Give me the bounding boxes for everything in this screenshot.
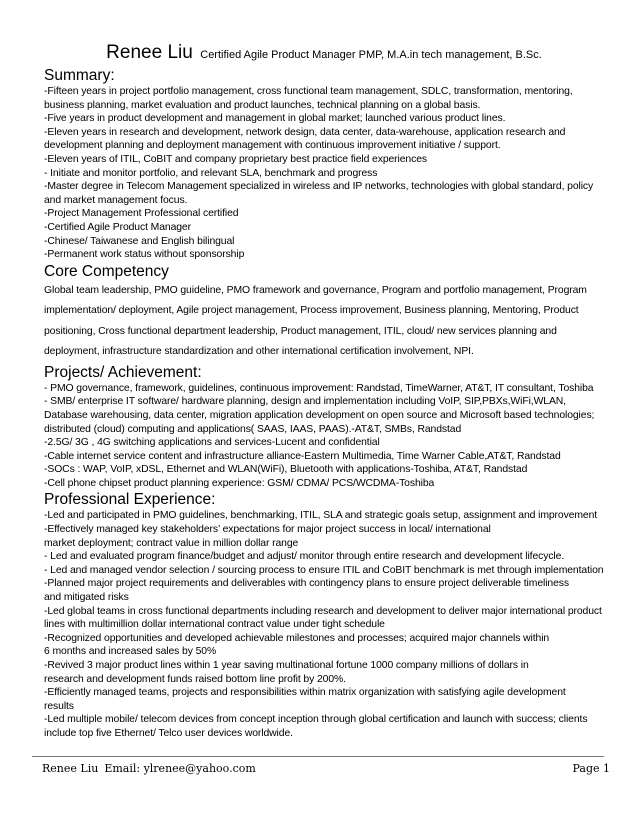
professional-line: research and development funds raised bottom line profit by 200%. (44, 673, 346, 685)
footer-page-number: Page 1 (572, 762, 610, 775)
professional-line: -Recognized opportunities and developed achievable milestones and processes; acquired major channels within (44, 632, 550, 644)
section-title-summary: Summary: (44, 67, 115, 84)
projects-section (44, 363, 604, 491)
core-line: positioning, Cross functional department leadership, Product management, ITIL, cloud/ new services planning and (44, 325, 557, 337)
projects-line: distributed (cloud) computing and applications( SAAS, IAAS, PAAS).-AT&T, SMBs, Randstad (44, 423, 462, 435)
projects-line: - PMO governance, framework, guidelines, continuous improvement: Randstad, TimeWarner, AT&T, IT consultant, Toshiba (44, 382, 594, 394)
summary-line: -Fifteen years in project portfolio management, cross functional team management, SDLC, transformation, mentoring, (44, 86, 573, 97)
section-title-core-competency: Core Competency (44, 262, 169, 280)
professional-line: -Effectively managed key stakeholders’ expectations for major project success in local/ international (44, 524, 491, 536)
projects-line: - SMB/ enterprise IT software/ hardware planning, design and implementation including VoIP, SIP,PBXs,WiFi,WLAN, (44, 396, 566, 408)
summary-lines (44, 85, 604, 262)
summary-line: -Certified Agile Product Manager (44, 221, 191, 233)
professional-line: include top five Ethernet/ Telco user devices worldwide. (44, 727, 293, 739)
summary-line: -Eleven years of ITIL, CoBIT and company proprietary best practice field experiences (44, 153, 427, 165)
projects-line: -2.5G/ 3G , 4G switching applications and services-Lucent and confidential (44, 437, 380, 449)
professional-line: -Planned major project requirements and deliverables with contingency plans to ensure project deliverable timeliness (44, 578, 569, 590)
professional-experience-lines (44, 509, 604, 740)
summary-line: -Eleven years in research and development, network design, data center, data-warehouse, application research and (44, 126, 566, 138)
professional-line: 6 months and increased sales by 50% (44, 646, 217, 658)
professional-line: -Efficiently managed teams, projects and responsibilities within matrix organization with satisfying agile development (44, 687, 566, 699)
candidate-credentials: Certified Agile Product Manager PMP, M.A.in tech management, B.Sc. (200, 49, 542, 61)
professional-line: -Led multiple mobile/ telecom devices from concept inception through global certification and launch with success; clients (44, 714, 588, 726)
core-line: Global team leadership, PMO guideline, PMO framework and governance, Program and portfolio management, Program (44, 284, 587, 296)
professional-experience-section (44, 490, 604, 740)
summary-line: -Permanent work status without sponsorship (44, 249, 245, 261)
summary-line: business planning, market evaluation and product launches, technical planning on a global basis. (44, 99, 481, 111)
footer-divider (32, 756, 604, 757)
projects-line: -Cell phone chipset product planning experience: GSM/ CDMA/ PCS/WCDMA-Toshiba (44, 477, 435, 489)
candidate-name: Renee Liu (106, 42, 193, 63)
summary-line: -Five years in product development and management in global market; launched various product lines. (44, 113, 506, 125)
core-line: implementation/ deployment, Agile project management, Process improvement, Business planning, Mentoring, Product (44, 305, 579, 317)
summary-line: -Chinese/ Taiwanese and English bilingual (44, 235, 235, 247)
resume-header (44, 42, 604, 64)
projects-line: -SOCs : WAP, VoIP, xDSL, Ethernet and WLAN(WiFi), Bluetooth with applications-Toshiba, AT&T, Randstad (44, 464, 528, 476)
core-line: deployment, infrastructure standardization and other international certification involvement, NPI. (44, 346, 474, 358)
professional-line: results (44, 700, 74, 712)
projects-lines (44, 382, 604, 491)
footer-email: Email: ylrenee@yahoo.com (104, 762, 256, 775)
professional-line: and mitigated risks (44, 592, 129, 604)
summary-line: -Project Management Professional certified (44, 208, 239, 220)
summary-line: - Initiate and monitor portfolio, and relevant SLA, benchmark and progress (44, 167, 378, 179)
professional-line: - Led and managed vendor selection / sourcing process to ensure ITIL and CoBIT benchmark is met through implementation (44, 564, 604, 576)
footer-name: Renee Liu (42, 762, 99, 775)
summary-line: development planning and deployment management with continuous improvement initiative / support. (44, 140, 501, 152)
summary-section (44, 66, 604, 262)
summary-line: -Master degree in Telecom Management specialized in wireless and IP networks, technologies with global standard, policy (44, 181, 594, 193)
core-competency-section (44, 262, 604, 363)
professional-line: -Led and participated in PMO guidelines, benchmarking, ITIL, SLA and strategic goals setup, assignment and improvement (44, 510, 598, 522)
professional-line: -Revived 3 major product lines within 1 year saving multinational fortune 1000 company millions of dollars in (44, 660, 529, 671)
resume-body (44, 66, 604, 741)
footer-contact (42, 762, 256, 775)
summary-line: and market management focus. (44, 194, 188, 206)
core-competency-lines (44, 281, 604, 363)
projects-line: Database warehousing, data center, migration application development on open source and Microsoft based technologies; (44, 409, 595, 421)
professional-line: - Led and evaluated program finance/budget and adjust/ monitor through entire research and development lifecycle. (44, 551, 565, 563)
professional-line: -Led global teams in cross functional departments including research and development to deliver major international product (44, 605, 602, 617)
professional-line: lines with multimillion dollar international contract value under tight schedule (44, 619, 385, 631)
section-title-projects: Projects/ Achievement: (44, 363, 202, 381)
professional-line: market deployment; contract value in million dollar range (44, 537, 299, 549)
projects-line: -Cable internet service content and infrastructure alliance-Eastern Multimedia, Time Warner Cable,AT&T, Randstad (44, 450, 561, 462)
section-title-professional-experience: Professional Experience: (44, 491, 216, 509)
